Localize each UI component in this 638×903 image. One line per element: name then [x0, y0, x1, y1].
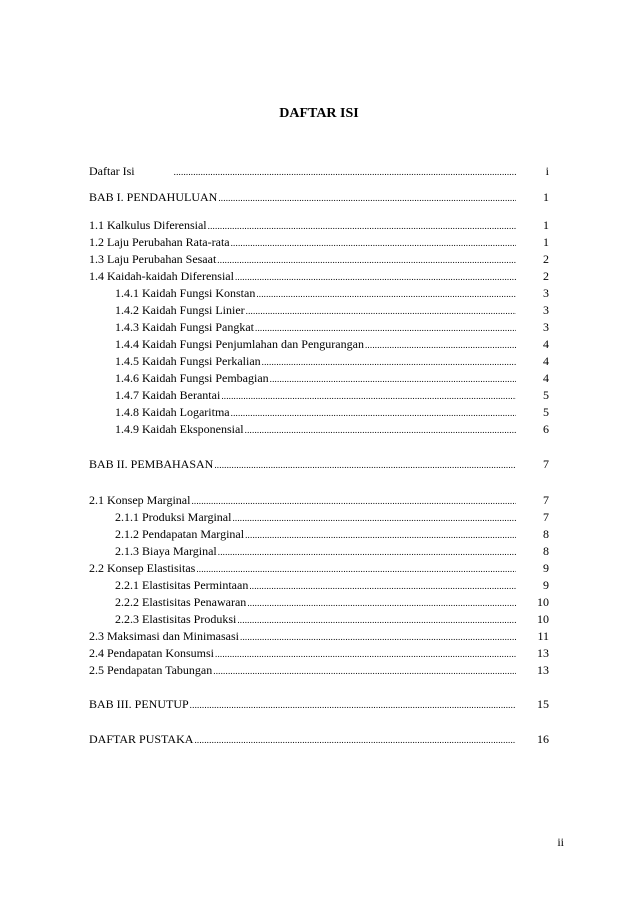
toc-dot-leader: [246, 303, 516, 319]
toc-dot-leader: [247, 595, 516, 611]
toc-entry-page: 9: [543, 561, 549, 575]
toc-entry-label: 1.4.9 Kaidah Eksponensial: [115, 422, 244, 436]
toc-dot-leader: [194, 732, 516, 748]
toc-entry-2-1-2: [115, 526, 549, 542]
toc-entry-label: Daftar Isi: [89, 164, 135, 178]
toc-entry-1-2: [89, 234, 549, 250]
toc-entry-1-4-8: [115, 404, 549, 420]
toc-dot-leader: [365, 337, 516, 353]
toc-entry-label: 2.5 Pendapatan Tabungan: [89, 663, 213, 677]
toc-entry-label: 2.1.2 Pendapatan Marginal: [115, 527, 245, 541]
toc-entry-1-4-4: [115, 336, 549, 352]
toc-entry-label: 2.2.1 Elastisitas Permintaan: [115, 578, 249, 592]
toc-dot-leader: [213, 663, 516, 679]
toc-entry-2-1: [89, 492, 549, 508]
toc-entry-1-4-9: [115, 421, 549, 437]
toc-entry-bab-1: [89, 189, 549, 205]
toc-entry-1-4-3: [115, 319, 549, 335]
toc-entry-page: 7: [543, 510, 549, 524]
toc-entry-label: 1.3 Laju Perubahan Sesaat: [89, 252, 217, 266]
toc-dot-leader: [218, 190, 516, 206]
toc-entry-page: 4: [543, 354, 549, 368]
toc-dot-leader: [237, 612, 516, 628]
toc-dot-leader: [218, 544, 516, 560]
toc-entry-label: 1.4.7 Kaidah Berantai: [115, 388, 221, 402]
toc-entry-1-4-6: [115, 370, 549, 386]
toc-entry-page: 7: [543, 493, 549, 507]
toc-dot-leader: [255, 320, 516, 336]
toc-entry-page: 16: [537, 732, 549, 746]
toc-dot-leader: [231, 235, 516, 251]
toc-entry-page: 1: [543, 218, 549, 232]
toc-entry-page: 6: [543, 422, 549, 436]
toc-entry-label: DAFTAR PUSTAKA: [89, 732, 194, 746]
toc-entry-page: 15: [537, 697, 549, 711]
toc-dot-leader: [190, 697, 516, 713]
toc-entry-label: 1.1 Kalkulus Diferensial: [89, 218, 207, 232]
toc-entry-2-4: [89, 645, 549, 661]
toc-entry-page: 4: [543, 371, 549, 385]
toc-entry-page: 5: [543, 405, 549, 419]
toc-entry-daftar-isi: [89, 163, 549, 179]
toc-entry-page: 3: [543, 303, 549, 317]
toc-entry-label: 2.2 Konsep Elastisitas: [89, 561, 196, 575]
toc-entry-page: 8: [543, 544, 549, 558]
toc-entry-page: 1: [543, 190, 549, 204]
toc-entry-page: 3: [543, 286, 549, 300]
toc-entry-daftar-pustaka: [89, 731, 549, 747]
toc-entry-page: 1: [543, 235, 549, 249]
toc-entry-page: 13: [537, 646, 549, 660]
toc-entry-label: 1.4.1 Kaidah Fungsi Konstan: [115, 286, 256, 300]
toc-entry-label: BAB II. PEMBAHASAN: [89, 457, 214, 471]
toc-entry-label: BAB III. PENUTUP: [89, 697, 189, 711]
toc-entry-page: i: [545, 164, 549, 178]
toc-entry-page: 7: [543, 457, 549, 471]
toc-entry-2-2-3: [115, 611, 549, 627]
toc-entry-2-3: [89, 628, 549, 644]
toc-dot-leader: [214, 457, 516, 473]
toc-entry-label: 1.4.6 Kaidah Fungsi Pembagian: [115, 371, 269, 385]
toc-entry-page: 11: [537, 629, 549, 643]
toc-entry-page: 9: [543, 578, 549, 592]
toc-entry-page: 13: [537, 663, 549, 677]
toc-dot-leader: [231, 405, 516, 421]
toc-entry-label: 1.4.3 Kaidah Fungsi Pangkat: [115, 320, 254, 334]
toc-entry-label: 1.4.4 Kaidah Fungsi Penjumlahan dan Pengurangan: [115, 337, 364, 351]
toc-entry-page: 2: [543, 252, 549, 266]
toc-dot-leader: [249, 578, 516, 594]
toc-entry-label: 2.3 Maksimasi dan Minimasasi: [89, 629, 239, 643]
toc-entry-bab-2: [89, 456, 549, 472]
toc-entry-page: 5: [543, 388, 549, 402]
toc-dot-leader: [191, 493, 516, 509]
toc-dot-leader: [208, 218, 516, 234]
toc-entry-label: 1.2 Laju Perubahan Rata-rata: [89, 235, 230, 249]
toc-entry-page: 10: [537, 595, 549, 609]
toc-entry-1-4-1: [115, 285, 549, 301]
toc-entry-2-1-3: [115, 543, 549, 559]
toc-entry-page: 2: [543, 269, 549, 283]
toc-entry-label: 1.4.5 Kaidah Fungsi Perkalian: [115, 354, 261, 368]
toc-dot-leader: [245, 422, 516, 438]
toc-entry-label: 2.4 Pendapatan Konsumsi: [89, 646, 214, 660]
toc-dot-leader: [221, 388, 516, 404]
toc-entry-label: 2.1.3 Biaya Marginal: [115, 544, 217, 558]
toc-dot-leader: [245, 527, 516, 543]
toc-entry-label: 1.4 Kaidah-kaidah Diferensial: [89, 269, 234, 283]
toc-entry-1-4: [89, 268, 549, 284]
toc-dot-leader: [235, 269, 516, 285]
toc-entry-2-2: [89, 560, 549, 576]
toc-entry-page: 4: [543, 337, 549, 351]
toc-dot-leader: [196, 561, 516, 577]
toc-entry-2-2-1: [115, 577, 549, 593]
toc-entry-label: 1.4.8 Kaidah Logaritma: [115, 405, 230, 419]
page-number: ii: [557, 835, 564, 849]
toc-entry-1-4-2: [115, 302, 549, 318]
toc-dot-leader: [270, 371, 516, 387]
toc-entry-page: 10: [537, 612, 549, 626]
toc-entry-label: 2.2.3 Elastisitas Produksi: [115, 612, 237, 626]
toc-entry-2-1-1: [115, 509, 549, 525]
toc-dot-leader: [217, 252, 516, 268]
toc-dot-leader: [240, 629, 516, 645]
toc-entry-page: 8: [543, 527, 549, 541]
toc-entry-2-2-2: [115, 594, 549, 610]
toc-entry-1-4-7: [115, 387, 549, 403]
toc-entry-label: 1.4.2 Kaidah Fungsi Linier: [115, 303, 245, 317]
toc-entry-2-5: [89, 662, 549, 678]
page-title: DAFTAR ISI: [279, 106, 359, 121]
toc-entry-label: BAB I. PENDAHULUAN: [89, 190, 218, 204]
toc-entry-label: 2.1.1 Produksi Marginal: [115, 510, 232, 524]
toc-entry-1-1: [89, 217, 549, 233]
toc-dot-leader: [174, 164, 516, 180]
toc-dot-leader: [262, 354, 516, 370]
toc-entry-label: 2.2.2 Elastisitas Penawaran: [115, 595, 247, 609]
toc-entry-label: 2.1 Konsep Marginal: [89, 493, 191, 507]
toc-entry-page: 3: [543, 320, 549, 334]
toc-dot-leader: [215, 646, 516, 662]
toc-entry-1-3: [89, 251, 549, 267]
toc-entry-1-4-5: [115, 353, 549, 369]
toc-dot-leader: [232, 510, 516, 526]
toc-dot-leader: [256, 286, 516, 302]
toc-entry-bab-3: [89, 696, 549, 712]
